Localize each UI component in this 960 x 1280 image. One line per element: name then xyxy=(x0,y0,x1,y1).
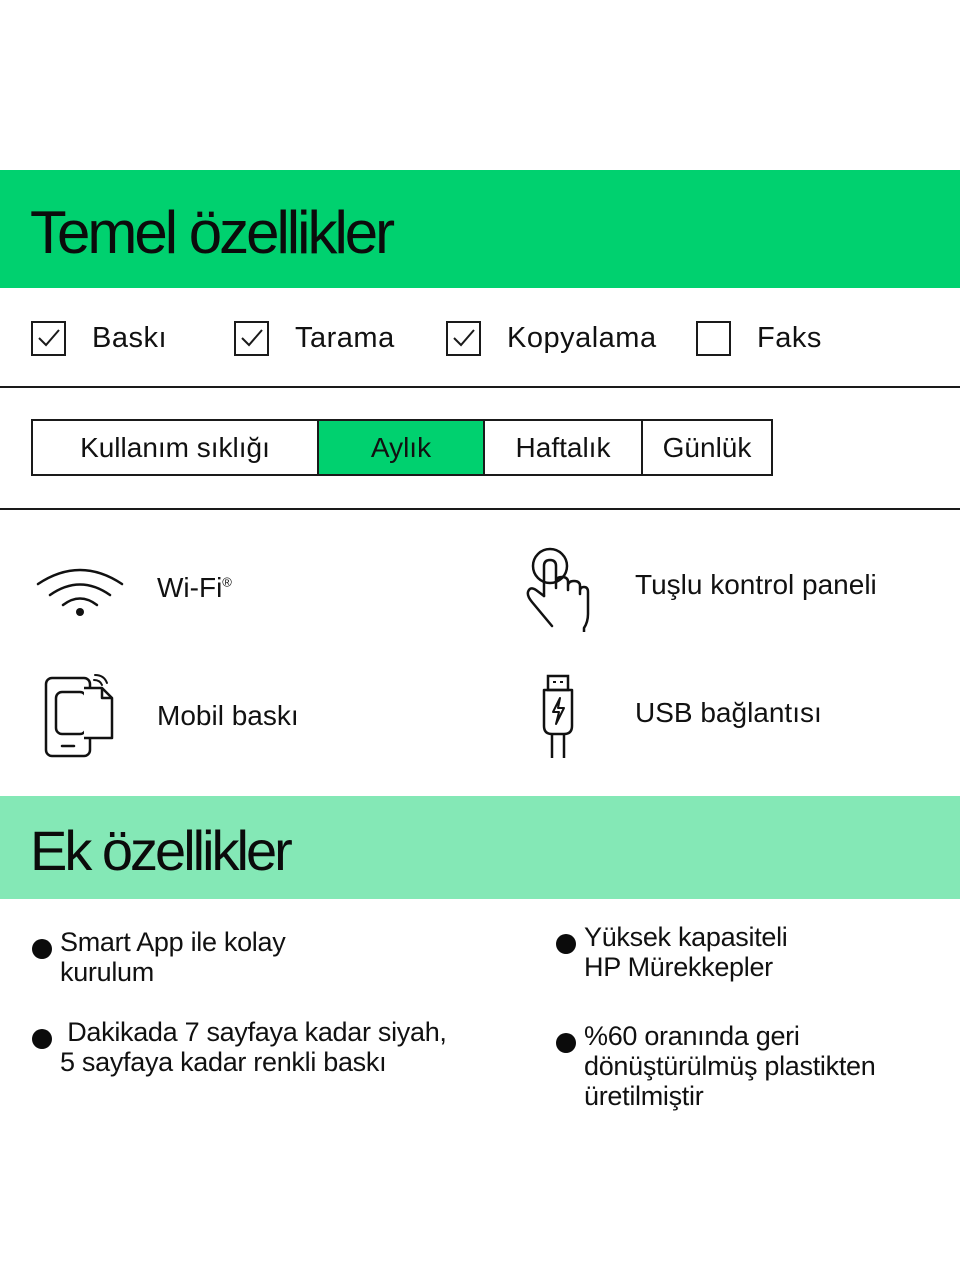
wifi-label-text: Wi-Fi xyxy=(157,572,223,603)
feature-scan xyxy=(234,320,395,356)
usb-label: USB bağlantısı xyxy=(635,697,822,728)
feature-fax xyxy=(696,320,822,356)
mobile-print-label: Mobil baskı xyxy=(157,700,299,731)
bullet-dot xyxy=(556,1033,576,1053)
extra-feature-line: 5 sayfaya kadar renkli baskı xyxy=(60,1047,387,1077)
usb-icon xyxy=(540,674,576,758)
extra-feature-line: üretilmiştir xyxy=(584,1081,704,1111)
extra-feature-line: dönüştürülmüş plastikten xyxy=(584,1051,876,1081)
mobile-print-icon xyxy=(44,674,114,758)
usage-frequency-label: Kullanım sıklığı xyxy=(33,421,319,474)
extra-feature-line: kurulum xyxy=(60,957,154,987)
usage-option-monthly: Aylık xyxy=(319,421,485,474)
divider xyxy=(0,508,960,510)
extra-feature-line: %60 oranında geri xyxy=(584,1021,800,1051)
divider xyxy=(0,386,960,388)
checkbox-scan xyxy=(234,321,269,356)
bullet-dot xyxy=(32,1029,52,1049)
feature-print xyxy=(31,320,167,356)
extra-features-header xyxy=(0,796,960,899)
check-icon xyxy=(36,325,62,351)
checkbox-print xyxy=(31,321,66,356)
extra-feature-line: HP Mürekkepler xyxy=(584,952,773,982)
checkbox-fax xyxy=(696,321,731,356)
check-icon xyxy=(239,325,265,351)
extra-feature-line: Yüksek kapasiteli xyxy=(584,922,788,952)
extra-features-title: Ek özellikler xyxy=(30,819,290,882)
extra-feature-item xyxy=(32,1017,447,1077)
wifi-label xyxy=(157,572,232,604)
usage-option-weekly: Haftalık xyxy=(485,421,643,474)
checkbox-copy xyxy=(446,321,481,356)
main-features-title: Temel özellikler xyxy=(30,199,393,266)
check-icon xyxy=(451,325,477,351)
touch-hand-icon xyxy=(526,546,590,632)
wifi-icon xyxy=(34,566,126,616)
bullet-dot xyxy=(556,934,576,954)
feature-scan-label: Tarama xyxy=(295,321,395,354)
extra-feature-item xyxy=(32,927,285,987)
feature-fax-label: Faks xyxy=(757,321,822,354)
feature-print-label: Baskı xyxy=(92,321,168,354)
feature-copy-label: Kopyalama xyxy=(507,321,657,354)
extra-feature-line: Dakikada 7 sayfaya kadar siyah, xyxy=(60,1017,447,1047)
bullet-dot xyxy=(32,939,52,959)
registered-mark: ® xyxy=(222,574,232,590)
usage-frequency-table xyxy=(31,419,773,476)
main-features-header xyxy=(0,170,960,288)
extra-feature-item xyxy=(556,922,788,982)
feature-copy xyxy=(446,320,657,356)
usage-option-daily: Günlük xyxy=(662,431,752,463)
touch-panel-label: Tuşlu kontrol paneli xyxy=(635,569,877,600)
extra-feature-line: Smart App ile kolay xyxy=(60,927,286,957)
extra-feature-item xyxy=(556,1021,875,1111)
